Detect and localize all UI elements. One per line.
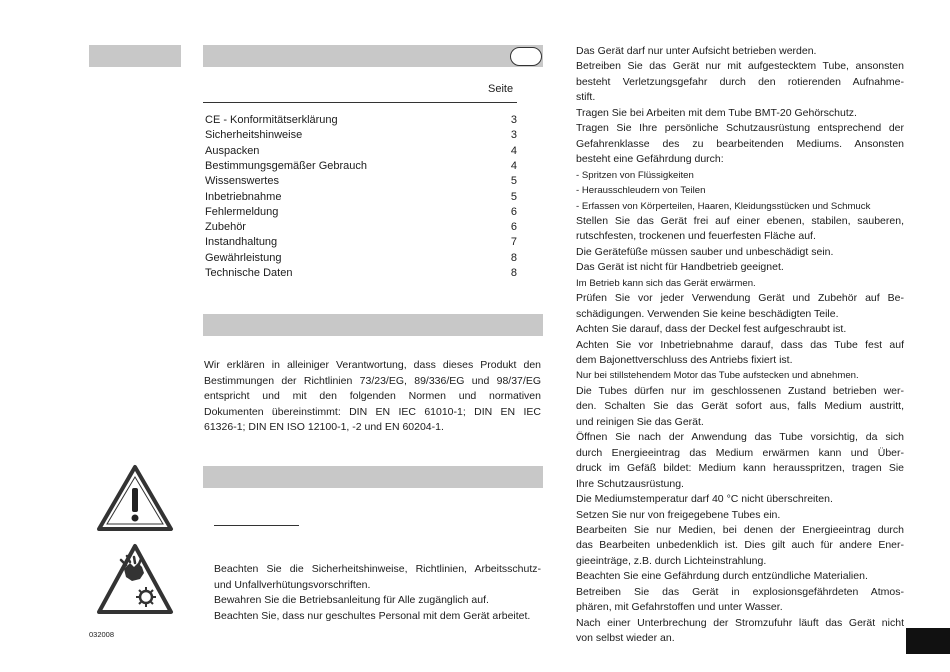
toc-entry-label: Bestimmungsgemäßer Gebrauch (205, 159, 368, 172)
safety-right-line: Die Gerätefüße müssen sauber und unbeschädigt sein. (576, 245, 834, 258)
ce-line: Dokumenten übereinstimmt: DIN EN IEC 61010-1; DIN EN IEC (204, 405, 541, 418)
toc-entry[interactable] (205, 190, 517, 205)
safety-right-line: Betreiben Sie das Gerät nur mit aufgestecktem Tube, ansonsten (576, 60, 904, 73)
doc-code: 032008 (89, 630, 115, 639)
safety-right-line: Öffnen Sie nach der Anwendung das Tube vorsichtig, da sich (576, 431, 904, 444)
safety-right-line: Die Tubes dürfen nur im geschlossenen Zustand betrieben wer- (576, 384, 904, 397)
toc-entry-label: Inbetriebnahme (205, 190, 282, 203)
safety-right-line: Die Mediumstemperatur darf 40 °C nicht überschreiten. (576, 493, 833, 506)
safety-right-line: phären, mit Gefahrstoffen und unter Wasser. (576, 601, 783, 614)
safety-right-line: den. Schalten Sie das Gerät sofort aus, falls Medium austritt, (576, 400, 904, 413)
toc-entry-label: Fehlermeldung (205, 205, 279, 218)
toc-entry-page: 6 (510, 221, 517, 234)
toc-header-bar (203, 45, 543, 67)
safety-right-line: Betreiben Sie das Gerät in explosionsgefährdeten Atmos- (576, 585, 904, 598)
toc-entry-label: Zubehör (205, 221, 246, 234)
safety-right-line: von selbst wieder an. (576, 632, 675, 645)
left-header-tab (89, 45, 181, 67)
safety-right-line: Beachten Sie eine Gefährdung durch entzündliche Materialien. (576, 570, 868, 583)
toc-entry-label: Gewährleistung (205, 251, 282, 264)
safety-right-line: besteht eine Gefährdung durch: (576, 153, 724, 166)
toc-entry[interactable] (205, 113, 517, 128)
safety-right-line: - Spritzen von Flüssigkeiten (576, 169, 694, 181)
safety-right-line: Nur bei stillstehendem Motor das Tube aufstecken und abnehmen. (576, 370, 859, 382)
ce-line: 61326-1; DIN EN ISO 12100-1, -2 und EN 60204-1. (204, 421, 444, 433)
hand-rotating-part-icon (96, 543, 174, 615)
toc-entry-label: CE - Konformitätserklärung (205, 114, 338, 126)
toc-entry-label: Instandhaltung (205, 236, 278, 249)
warning-triangle-icon (96, 464, 174, 532)
safety-right-line: und reinigen Sie das Gerät. (576, 415, 704, 428)
toc-entry-page: 6 (510, 205, 517, 218)
toc-entry-page: 4 (510, 144, 517, 157)
safety-left-line: Beachten Sie, dass nur geschultes Personal mit dem Gerät arbeitet. (214, 609, 531, 622)
toc-entry-page: 8 (510, 267, 517, 279)
safety-right-line: besteht Verletzungsgefahr durch den rotierenden Aufnahme- (576, 75, 904, 88)
safety-right-line: Das Gerät darf nur unter Aufsicht betrieben werden. (576, 45, 817, 57)
toc-entry-label: Wissenswertes (205, 175, 279, 188)
safety-right-line: das Bearbeiten unbedenklich ist. Dies gilt auch für andere Ener- (576, 539, 904, 552)
page-edge-tab (906, 628, 950, 654)
toc-entry[interactable] (205, 251, 517, 266)
safety-right-line: gieeinträge, z.B. durch Lichteinstrahlung. (576, 554, 767, 567)
ce-header-bar (203, 314, 543, 336)
safety-right-line: Setzen Sie nur von freigegebene Tubes ein. (576, 508, 781, 521)
safety-right-line: Bearbeiten Sie nur Medien, bei denen der Energieeintrag durch (576, 523, 904, 536)
ce-line: Bestimmungen der Richtlinien 73/23/EG, 89/336/EG und 98/37/EG (204, 374, 541, 387)
toc-entry-label: Sicherheitshinweise (205, 129, 303, 142)
safety-right-line: durch Energieeintrag das Medium erwärmen kann und Über- (576, 446, 904, 459)
toc-divider (203, 102, 517, 103)
toc-entry-page: 5 (510, 175, 517, 188)
toc-entry-page: 3 (510, 114, 517, 126)
toc-entry-page: 3 (510, 129, 517, 142)
safety-right-line: - Erfassen von Körperteilen, Haaren, Kleidungsstücken und Schmuck (576, 200, 871, 212)
safety-right-line: rutschfesten, trockenen und feuerfesten Fläche auf. (576, 230, 816, 243)
ce-line: entspricht und mit den folgenden Normen und normativen (204, 390, 541, 402)
safety-right-line: Achten Sie darauf, dass der Deckel fest aufgeschraubt ist. (576, 323, 847, 336)
section-underline (214, 525, 299, 526)
safety-right-line: druck im Gefäß bildet: Medium kann herausspritzen, tragen Sie (576, 462, 904, 475)
safety-right-line: dem Bajonettverschluss des Antriebs fixiert ist. (576, 354, 793, 366)
toc-entry-page: 7 (510, 236, 517, 249)
safety-right-line: Achten Sie vor Inbetriebnahme darauf, dass das Tube fest auf (576, 338, 904, 351)
toc-entry[interactable] (205, 220, 517, 235)
toc-entry[interactable] (205, 128, 517, 143)
safety-left-line: und Unfallverhütungsvorschriften. (214, 578, 371, 591)
toc-entry[interactable] (205, 159, 517, 174)
safety-right-line: Prüfen Sie vor jeder Verwendung Gerät und Zubehör auf Be- (576, 292, 904, 305)
safety-right-line: Im Betrieb kann sich das Gerät erwärmen. (576, 277, 756, 289)
safety-right-line: Das Gerät ist nicht für Handbetrieb geeignet. (576, 261, 784, 274)
safety-right-line: Stellen Sie das Gerät frei auf einer ebenen, stabilen, sauberen, (576, 214, 904, 227)
toc-entry-label: Technische Daten (205, 267, 293, 279)
ce-line: Wir erklären in alleiniger Verantwortung, dass dieses Produkt den (204, 359, 541, 371)
toc-entry-page: 4 (510, 159, 517, 172)
toc-entry[interactable] (205, 205, 517, 220)
toc-entry[interactable] (205, 235, 517, 250)
safety-right-line: Ihre Schutzausrüstung. (576, 477, 684, 490)
toc-entry[interactable] (205, 266, 517, 281)
safety-left-line: Beachten Sie die Sicherheitshinweise, Richtlinien, Arbeitsschutz- (214, 563, 541, 575)
safety-right-line: - Herausschleudern von Teilen (576, 185, 706, 197)
toc-entry-label: Auspacken (205, 144, 260, 157)
toc-seite-label: Seite (488, 83, 514, 95)
safety-right-line: stift. (576, 91, 596, 104)
toc-entry[interactable] (205, 174, 517, 189)
toc-entry-page: 8 (510, 251, 517, 264)
safety-right-line: Tragen Sie bei Arbeiten mit dem Tube BMT-20 Gehörschutz. (576, 106, 857, 119)
safety-header-bar (203, 466, 543, 488)
safety-right-line: Tragen Sie Ihre persönliche Schutzausrüstung entsprechend der (576, 122, 904, 135)
safety-right-line: Gefahrenklasse des zu bearbeitenden Mediums. Ansonsten (576, 137, 904, 150)
safety-right-line: schädigungen. Verwenden Sie keine beschädigten Teile. (576, 307, 839, 320)
toc-entry-page: 5 (510, 190, 517, 203)
toc-entry[interactable] (205, 144, 517, 159)
safety-left-line: Bewahren Sie die Betriebsanleitung für Alle zugänglich auf. (214, 594, 489, 606)
language-badge (510, 47, 542, 66)
safety-right-line: Nach einer Unterbrechung der Stromzufuhr läuft das Gerät nicht (576, 616, 904, 629)
